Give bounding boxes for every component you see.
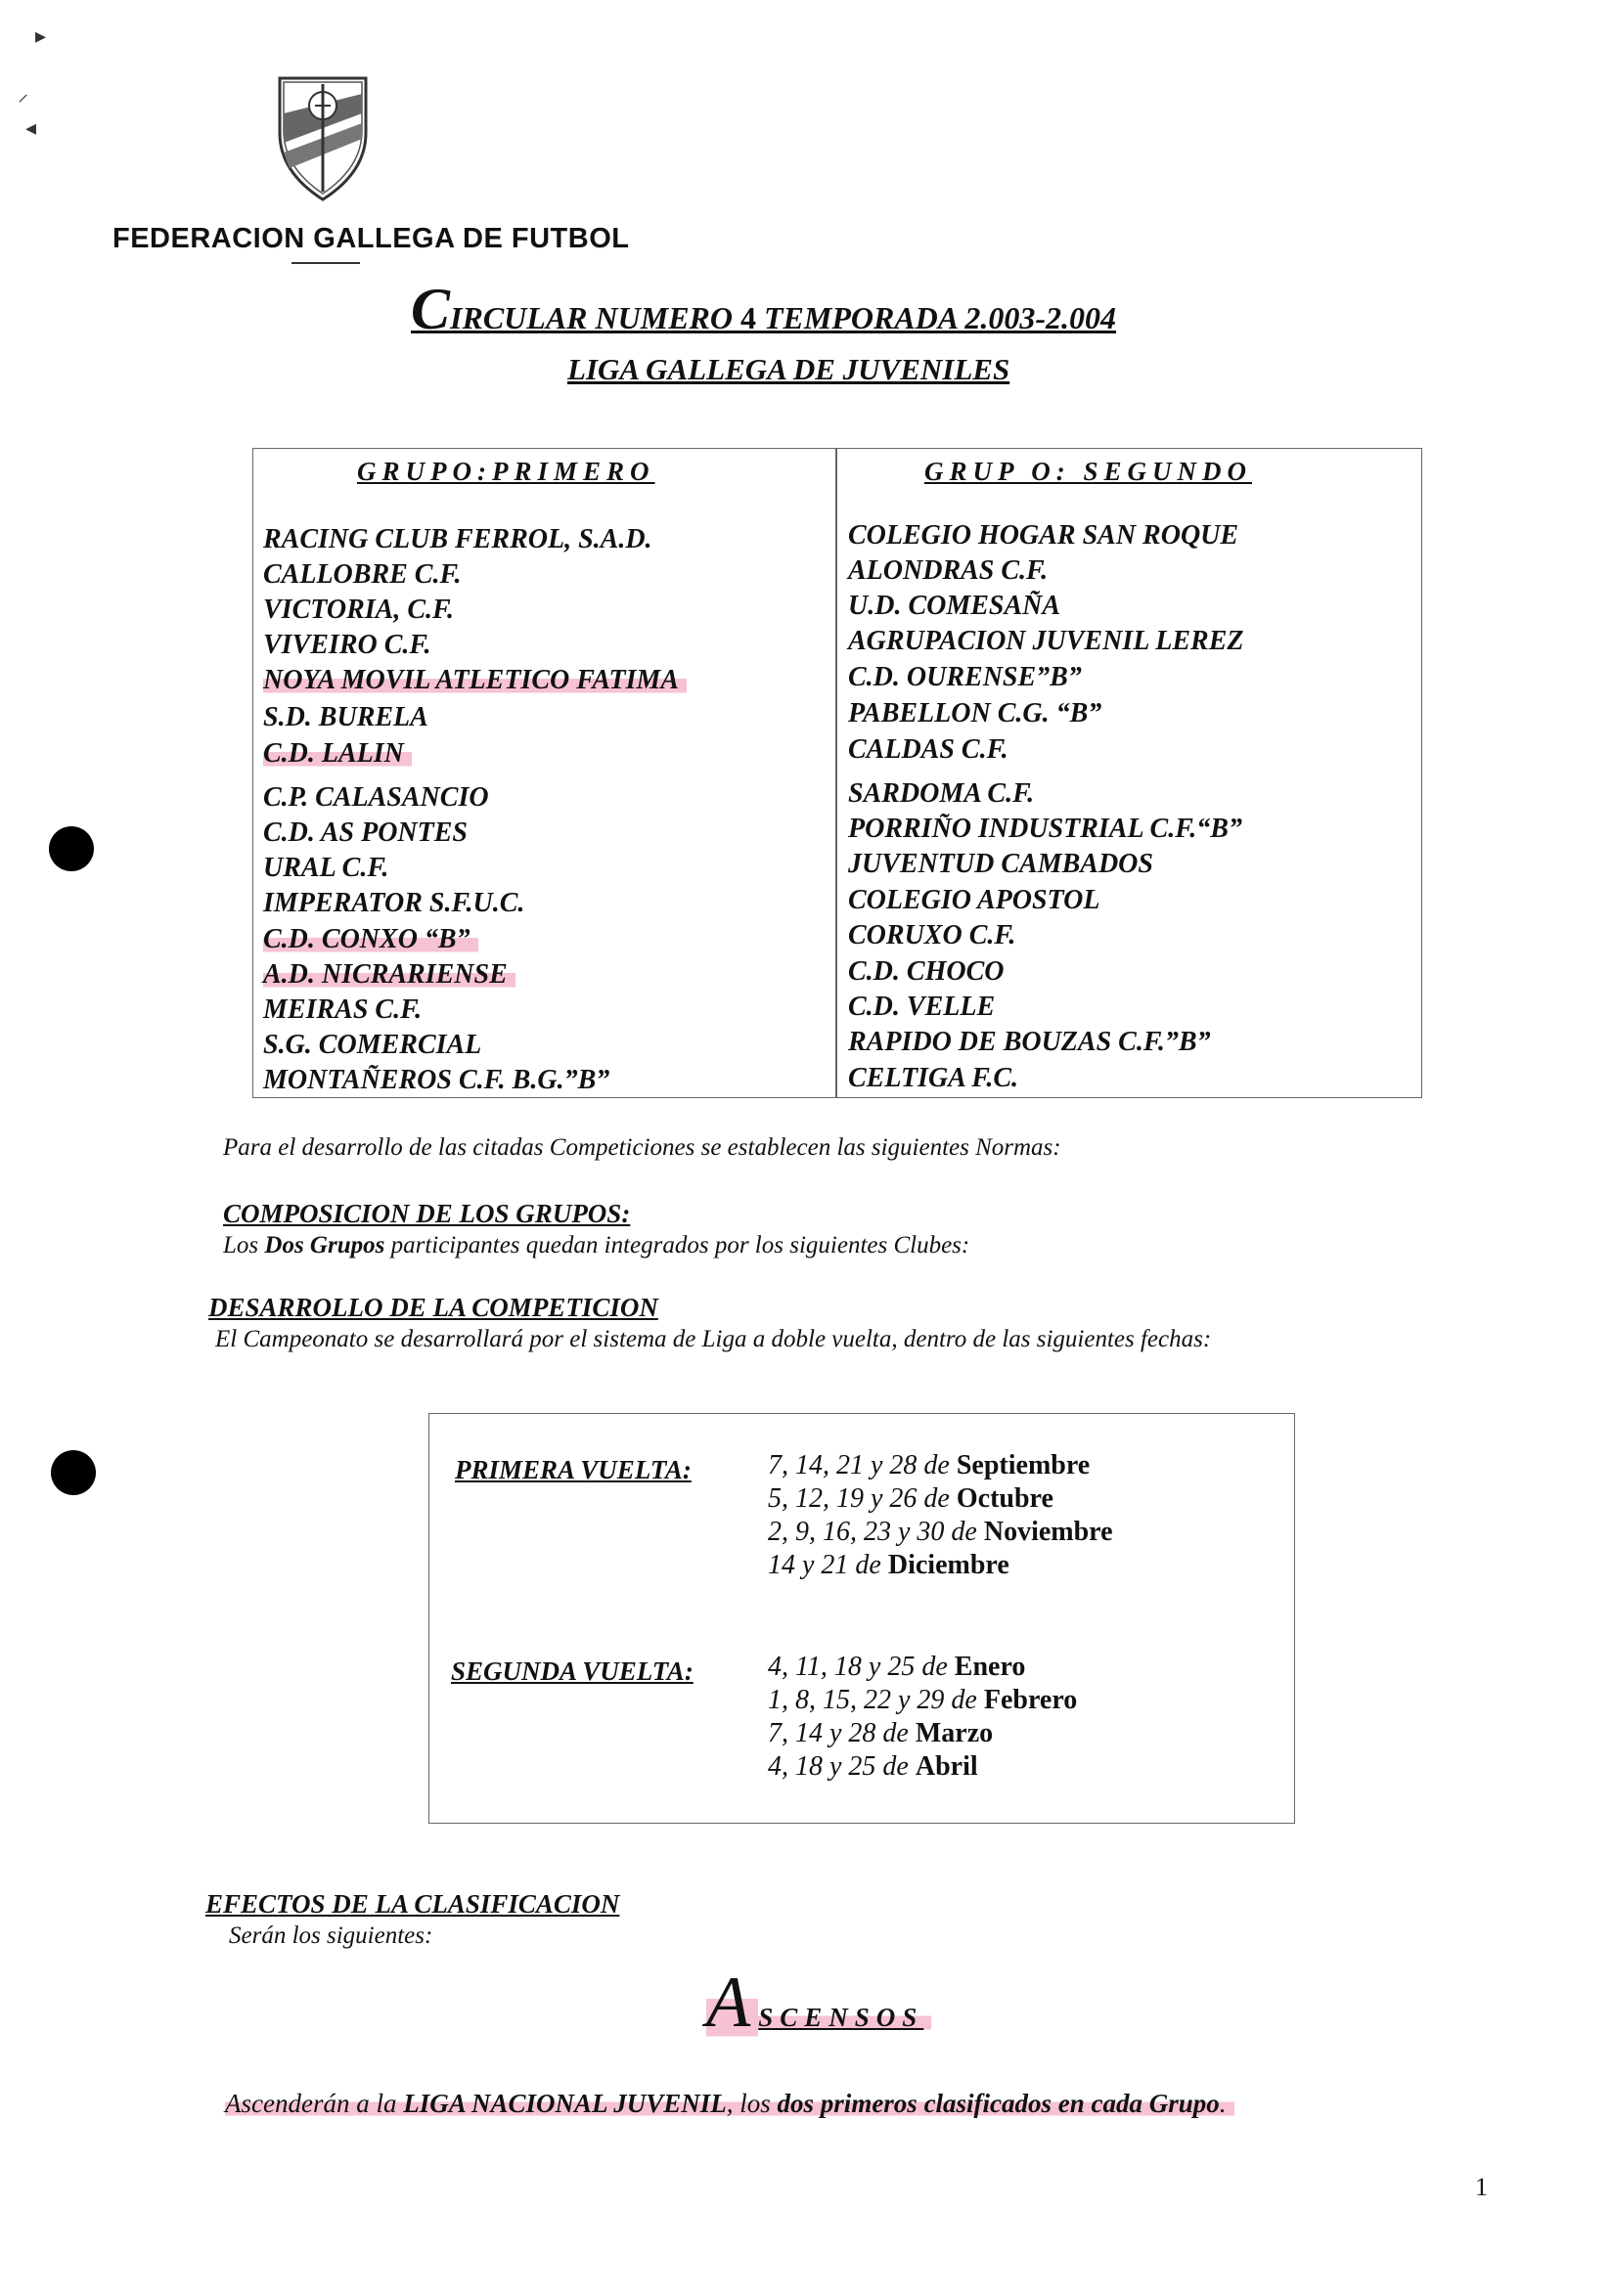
classification-heading: EFECTOS DE LA CLASIFICACION — [205, 1889, 620, 1919]
classification-text: Serán los siguientes: — [229, 1922, 433, 1949]
team-highlighted — [263, 664, 687, 701]
team: VICTORIA, C.F. — [263, 595, 455, 625]
team: S.D. BURELA — [263, 702, 428, 732]
league-name: LIGA NACIONAL JUVENIL — [403, 2089, 727, 2118]
text-part: . — [1219, 2089, 1227, 2118]
league-subtitle: LIGA GALLEGA DE JUVENILES — [567, 352, 1010, 386]
date-days: 7, 14, 21 y 28 de — [768, 1450, 957, 1480]
date-days: 4, 11, 18 y 25 de — [768, 1652, 955, 1682]
first-round-label: PRIMERA VUELTA: — [455, 1455, 692, 1484]
team: CELTIGA F.C. — [848, 1063, 1019, 1093]
group-2-list — [848, 519, 1244, 1097]
team: IMPERATOR S.F.U.C. — [263, 888, 525, 918]
federation-crest-icon — [276, 74, 370, 203]
team-highlighted — [263, 958, 687, 993]
title-text: IRCULAR NUMERO — [450, 300, 740, 335]
second-round-dates — [768, 1651, 1077, 1784]
team: VIVEIRO C.F. — [263, 630, 431, 660]
composition-text — [223, 1232, 969, 1259]
team-name: NOYA MOVIL ATLETICO FATIMA — [263, 665, 687, 695]
circular-title — [411, 276, 1116, 343]
circular-number: 4 — [739, 300, 756, 335]
team: COLEGIO HOGAR SAN ROQUE — [848, 520, 1239, 551]
scan-mark: ⸝ — [18, 81, 29, 106]
team: C.P. CALASANCIO — [263, 782, 489, 813]
team: RACING CLUB FERROL, S.A.D. — [263, 524, 652, 554]
date-days: 1, 8, 15, 22 y 29 de — [768, 1685, 984, 1715]
date-days: 7, 14 y 28 de — [768, 1718, 916, 1748]
team: C.D. CHOCO — [848, 956, 1005, 987]
date-month: Octubre — [956, 1483, 1053, 1514]
date-days: 4, 18 y 25 de — [768, 1751, 916, 1782]
promotion-highlight — [225, 2089, 1234, 2118]
date-month: Febrero — [983, 1685, 1078, 1715]
page-number: 1 — [1475, 2173, 1488, 2201]
team: CORUXO C.F. — [848, 920, 1016, 950]
schedule-box — [428, 1413, 1295, 1824]
federation-name: FEDERACION GALLEGA DE FUTBOL — [112, 223, 630, 254]
team: MEIRAS C.F. — [263, 994, 423, 1025]
team: C.D. AS PONTES — [263, 817, 469, 848]
team: COLEGIO APOSTOL — [848, 885, 1100, 915]
scan-mark: ◂ — [25, 115, 37, 140]
development-heading: DESARROLLO DE LA COMPETICION — [208, 1293, 658, 1322]
date-days: 14 y 21 de — [768, 1550, 888, 1580]
date-month: Abril — [915, 1751, 978, 1782]
date-line — [768, 1750, 1077, 1784]
date-month: Marzo — [915, 1718, 994, 1748]
date-line — [768, 1482, 1113, 1516]
team: PORRIÑO INDUSTRIAL C.F.“B” — [848, 814, 1242, 844]
team: S.G. COMERCIAL — [263, 1030, 482, 1060]
team: ALONDRAS C.F. — [848, 555, 1049, 586]
team: SARDOMA C.F. — [848, 778, 1035, 809]
date-line — [768, 1717, 1077, 1750]
date-line — [768, 1651, 1077, 1684]
team-highlighted — [263, 923, 687, 958]
team: C.D. OURENSE”B” — [848, 662, 1082, 692]
date-line — [768, 1549, 1113, 1582]
title-initial: C — [411, 277, 451, 341]
text-bold: Dos Grupos — [264, 1232, 385, 1258]
column-divider — [835, 449, 837, 1097]
team: PABELLON C.G. “B” — [848, 698, 1102, 729]
title-season: TEMPORADA 2.003-2.004 — [755, 300, 1117, 335]
promotion-text — [225, 2089, 1234, 2119]
date-line — [768, 1516, 1113, 1549]
date-days: 5, 12, 19 y 26 de — [768, 1483, 957, 1514]
punch-hole — [51, 1450, 96, 1495]
date-line — [768, 1684, 1077, 1717]
text-part: Ascenderán a la — [225, 2089, 404, 2118]
group-1-list — [263, 523, 687, 1099]
development-text: El Campeonato se desarrollará por el sistema de Liga a doble vuelta, dentro de las siguientes fechas: — [215, 1326, 1212, 1352]
ascensos-rest: SCENSOS — [758, 2003, 931, 2032]
first-round-dates — [768, 1449, 1113, 1582]
divider — [291, 262, 360, 264]
date-month: Diciembre — [887, 1550, 1009, 1580]
team: CALLOBRE C.F. — [263, 559, 462, 590]
team: CALDAS C.F. — [848, 734, 1008, 765]
group-2-header: GRUP O: SEGUNDO — [924, 457, 1253, 486]
date-days: 2, 9, 16, 23 y 30 de — [768, 1517, 984, 1547]
team: URAL C.F. — [263, 853, 389, 883]
team-name: C.D. LALIN — [263, 738, 412, 769]
team-name: A.D. NICRARIENSE — [263, 959, 515, 990]
punch-hole — [49, 826, 94, 871]
date-month: Septiembre — [956, 1450, 1091, 1480]
ascensos-heading — [706, 1962, 931, 2045]
scan-mark: ▸ — [35, 23, 47, 48]
composition-heading: COMPOSICION DE LOS GRUPOS: — [223, 1199, 631, 1228]
date-month: Noviembre — [983, 1517, 1113, 1547]
team: RAPIDO DE BOUZAS C.F.”B” — [848, 1027, 1211, 1057]
text-bold: dos primeros clasificados en cada Grupo — [777, 2089, 1220, 2118]
team-name: C.D. CONXO “B” — [263, 924, 478, 954]
team: JUVENTUD CAMBADOS — [848, 849, 1153, 879]
team: C.D. VELLE — [848, 992, 996, 1022]
text-part: Los — [223, 1232, 265, 1258]
ascensos-initial: A — [706, 1963, 758, 2043]
text-part: participantes quedan integrados por los siguientes Clubes: — [384, 1232, 970, 1258]
date-line — [768, 1449, 1113, 1482]
text-part: , los — [726, 2089, 778, 2118]
norms-intro: Para el desarrollo de las citadas Competiciones se establecen las siguientes Normas: — [223, 1134, 1061, 1161]
team: U.D. COMESAÑA — [848, 591, 1061, 621]
team-highlighted — [263, 737, 687, 781]
group-1-header: GRUPO:PRIMERO — [357, 457, 655, 486]
date-month: Enero — [954, 1652, 1026, 1682]
team: AGRUPACION JUVENIL LEREZ — [848, 626, 1244, 656]
groups-table — [252, 448, 1422, 1098]
second-round-label: SEGUNDA VUELTA: — [451, 1656, 694, 1686]
team: MONTAÑEROS C.F. B.G.”B” — [263, 1065, 610, 1095]
